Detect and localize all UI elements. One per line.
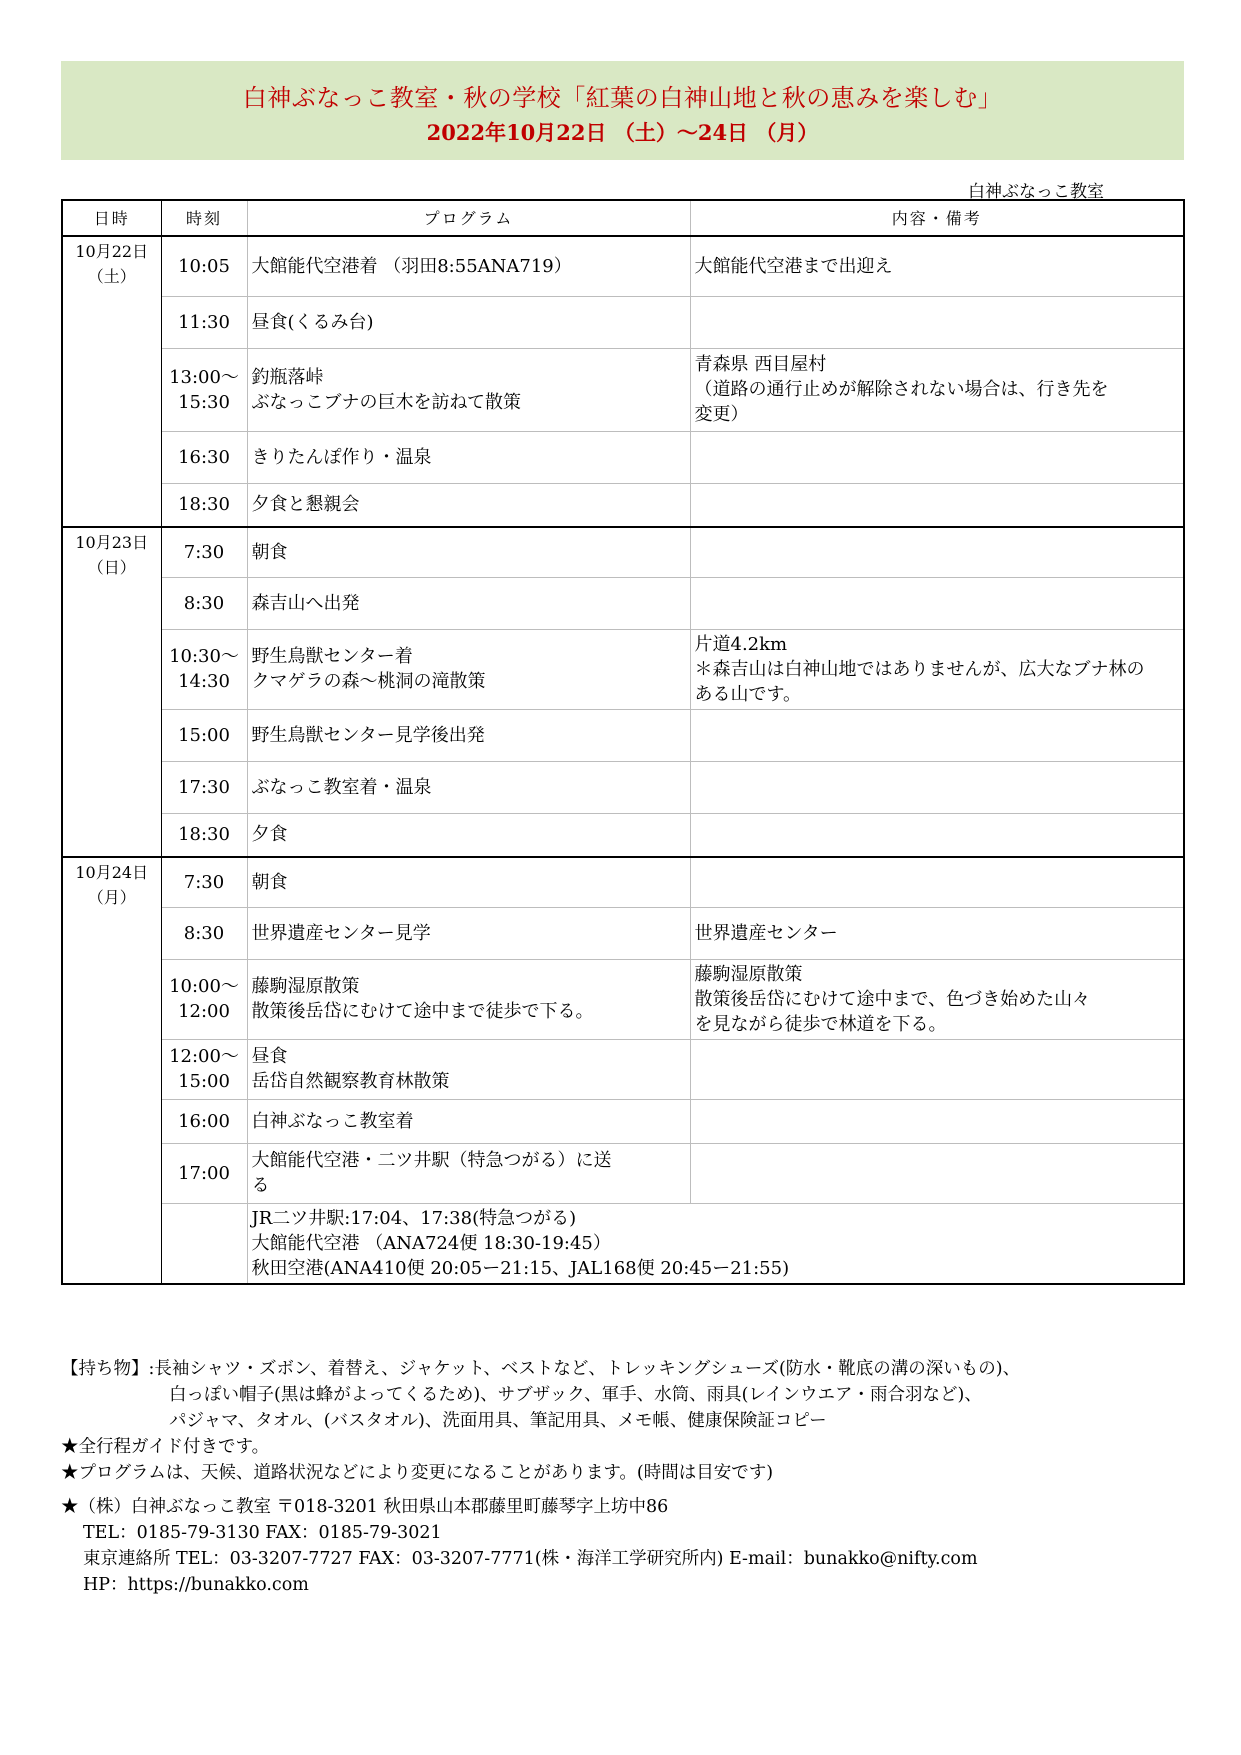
transport-info: JR二ツ井駅:17:04、17:38(特急つがる) 大館能代空港 （ANA724便 18:30-19:45） 秋田空港(ANA410便 20:05ー21:15、JAL168便 20:45ー21:55) [247, 1203, 1184, 1284]
time-cell: 16:30 [161, 431, 247, 483]
program-cell: 野生鳥獣センター着 クマゲラの森～桃洞の滝散策 [247, 629, 690, 709]
header-notes: 内容・備考 [690, 200, 1184, 236]
note-cell: 青森県 西目屋村 （道路の通行止めが解除されない場合は、行き先を 変更） [690, 348, 1184, 431]
time-cell: 11:30 [161, 296, 247, 348]
program-cell: 昼食(くるみ台) [247, 296, 690, 348]
table-row [62, 348, 1184, 431]
note-cell [690, 296, 1184, 348]
table-row [62, 483, 1184, 527]
note-cell: 藤駒湿原散策 散策後岳岱にむけて途中まで、色づき始めた山々 を見ながら徒歩で林道を下る。 [690, 959, 1184, 1039]
table-row [62, 813, 1184, 857]
contact-homepage: HP：https://bunakko.com [83, 1575, 309, 1595]
program-cell: 釣瓶落峠 ぶなっこブナの巨木を訪ねて散策 [247, 348, 690, 431]
table-row [62, 1039, 1184, 1099]
program-cell: ぶなっこ教室着・温泉 [247, 761, 690, 813]
table-row [62, 959, 1184, 1039]
program-cell: 朝食 [247, 527, 690, 577]
table-header-row [62, 200, 1184, 236]
note-change: ★プログラムは、天候、道路状況などにより変更になることがあります。(時間は目安です) [61, 1463, 774, 1483]
table-row [62, 761, 1184, 813]
note-cell [690, 1143, 1184, 1203]
date-cell: 10月24日 （月） [62, 857, 161, 1284]
day-3 [62, 857, 1184, 1284]
time-cell: 7:30 [161, 527, 247, 577]
time-cell [161, 1203, 247, 1284]
note-cell [690, 761, 1184, 813]
table-row [62, 907, 1184, 959]
table-row [62, 1143, 1184, 1203]
time-cell: 18:30 [161, 813, 247, 857]
program-cell: 夕食 [247, 813, 690, 857]
table-row [62, 431, 1184, 483]
program-cell: 世界遺産センター見学 [247, 907, 690, 959]
table-row [62, 629, 1184, 709]
organizer-name: 白神ぶなっこ教室 [968, 182, 1104, 202]
program-cell: 夕食と懇親会 [247, 483, 690, 527]
note-cell [690, 1039, 1184, 1099]
header-date: 日時 [62, 200, 161, 236]
table-row [62, 577, 1184, 629]
table-row [62, 236, 1184, 296]
program-cell: 朝食 [247, 857, 690, 907]
date-cell: 10月23日 （日） [62, 527, 161, 857]
page-title: 白神ぶなっこ教室・秋の学校「紅葉の白神山地と秋の恵みを楽しむ」 [242, 84, 1003, 112]
date-cell: 10月22日 （土） [62, 236, 161, 527]
note-cell [690, 527, 1184, 577]
time-cell: 10:05 [161, 236, 247, 296]
belongings: 【持ち物】:長袖シャツ・ズボン、着替え、ジャケット、ベストなど、トレッキングシューズ(防水・靴底の溝の深いもの)、 [61, 1359, 1021, 1379]
note-guide: ★全行程ガイド付きです。 [61, 1437, 270, 1457]
time-cell: 7:30 [161, 857, 247, 907]
contact-phone: TEL：0185-79-3130 FAX：0185-79-3021 [83, 1523, 442, 1543]
contact-address: ★（株）白神ぶなっこ教室 〒018-3201 秋田県山本郡藤里町藤琴字上坊中86 [61, 1497, 669, 1517]
note-cell: 大館能代空港まで出迎え [690, 236, 1184, 296]
day-1 [62, 236, 1184, 527]
note-cell: 世界遺産センター [690, 907, 1184, 959]
program-cell: 森吉山へ出発 [247, 577, 690, 629]
program-cell: 大館能代空港・二ツ井駅（特急つがる）に送 る [247, 1143, 690, 1203]
program-cell: きりたんぽ作り・温泉 [247, 431, 690, 483]
note-cell [690, 483, 1184, 527]
time-cell: 18:30 [161, 483, 247, 527]
table-row [62, 857, 1184, 907]
program-cell: 大館能代空港着 （羽田8:55ANA719） [247, 236, 690, 296]
note-cell [690, 577, 1184, 629]
day-2 [62, 527, 1184, 857]
belongings-line: パジャマ、タオル、(バスタオル)、洗面用具、筆記用具、メモ帳、健康保険証コピー [169, 1411, 827, 1431]
program-cell: 野生鳥獣センター見学後出発 [247, 709, 690, 761]
time-cell: 8:30 [161, 577, 247, 629]
time-cell: 12:00～ 15:00 [161, 1039, 247, 1099]
time-cell: 10:00～ 12:00 [161, 959, 247, 1039]
header-program: プログラム [247, 200, 690, 236]
header-banner [61, 61, 1184, 160]
note-cell [690, 1099, 1184, 1143]
note-cell: 片道4.2km ＊森吉山は白神山地ではありませんが、広大なブナ林の ある山です。 [690, 629, 1184, 709]
note-cell [690, 709, 1184, 761]
header-time: 時刻 [161, 200, 247, 236]
program-cell: 昼食 岳岱自然観察教育林散策 [247, 1039, 690, 1099]
time-cell: 13:00～ 15:30 [161, 348, 247, 431]
time-cell: 8:30 [161, 907, 247, 959]
footer-info [61, 1356, 1020, 1598]
table-row [62, 296, 1184, 348]
time-cell: 17:00 [161, 1143, 247, 1203]
time-cell: 16:00 [161, 1099, 247, 1143]
note-cell [690, 857, 1184, 907]
table-row [62, 1099, 1184, 1143]
note-cell [690, 431, 1184, 483]
contact-tokyo: 東京連絡所 TEL：03-3207-7727 FAX：03-3207-7771(株・海洋工学研究所内) E-mail：bunakko@nifty.com [83, 1549, 978, 1569]
program-cell: 白神ぶなっこ教室着 [247, 1099, 690, 1143]
program-cell: 藤駒湿原散策 散策後岳岱にむけて途中まで徒歩で下る。 [247, 959, 690, 1039]
time-cell: 15:00 [161, 709, 247, 761]
table-row [62, 527, 1184, 577]
time-cell: 10:30～ 14:30 [161, 629, 247, 709]
table-row [62, 709, 1184, 761]
note-cell [690, 813, 1184, 857]
time-cell: 17:30 [161, 761, 247, 813]
schedule-table [61, 199, 1185, 1285]
event-dates: 2022年10月22日 （土）～24日 （月） [426, 120, 819, 145]
belongings-line: 白っぽい帽子(黒は蜂がよってくるため)、サブザック、軍手、水筒、雨具(レインウエア・雨合羽など)、 [169, 1385, 982, 1405]
transport-row [62, 1203, 1184, 1284]
